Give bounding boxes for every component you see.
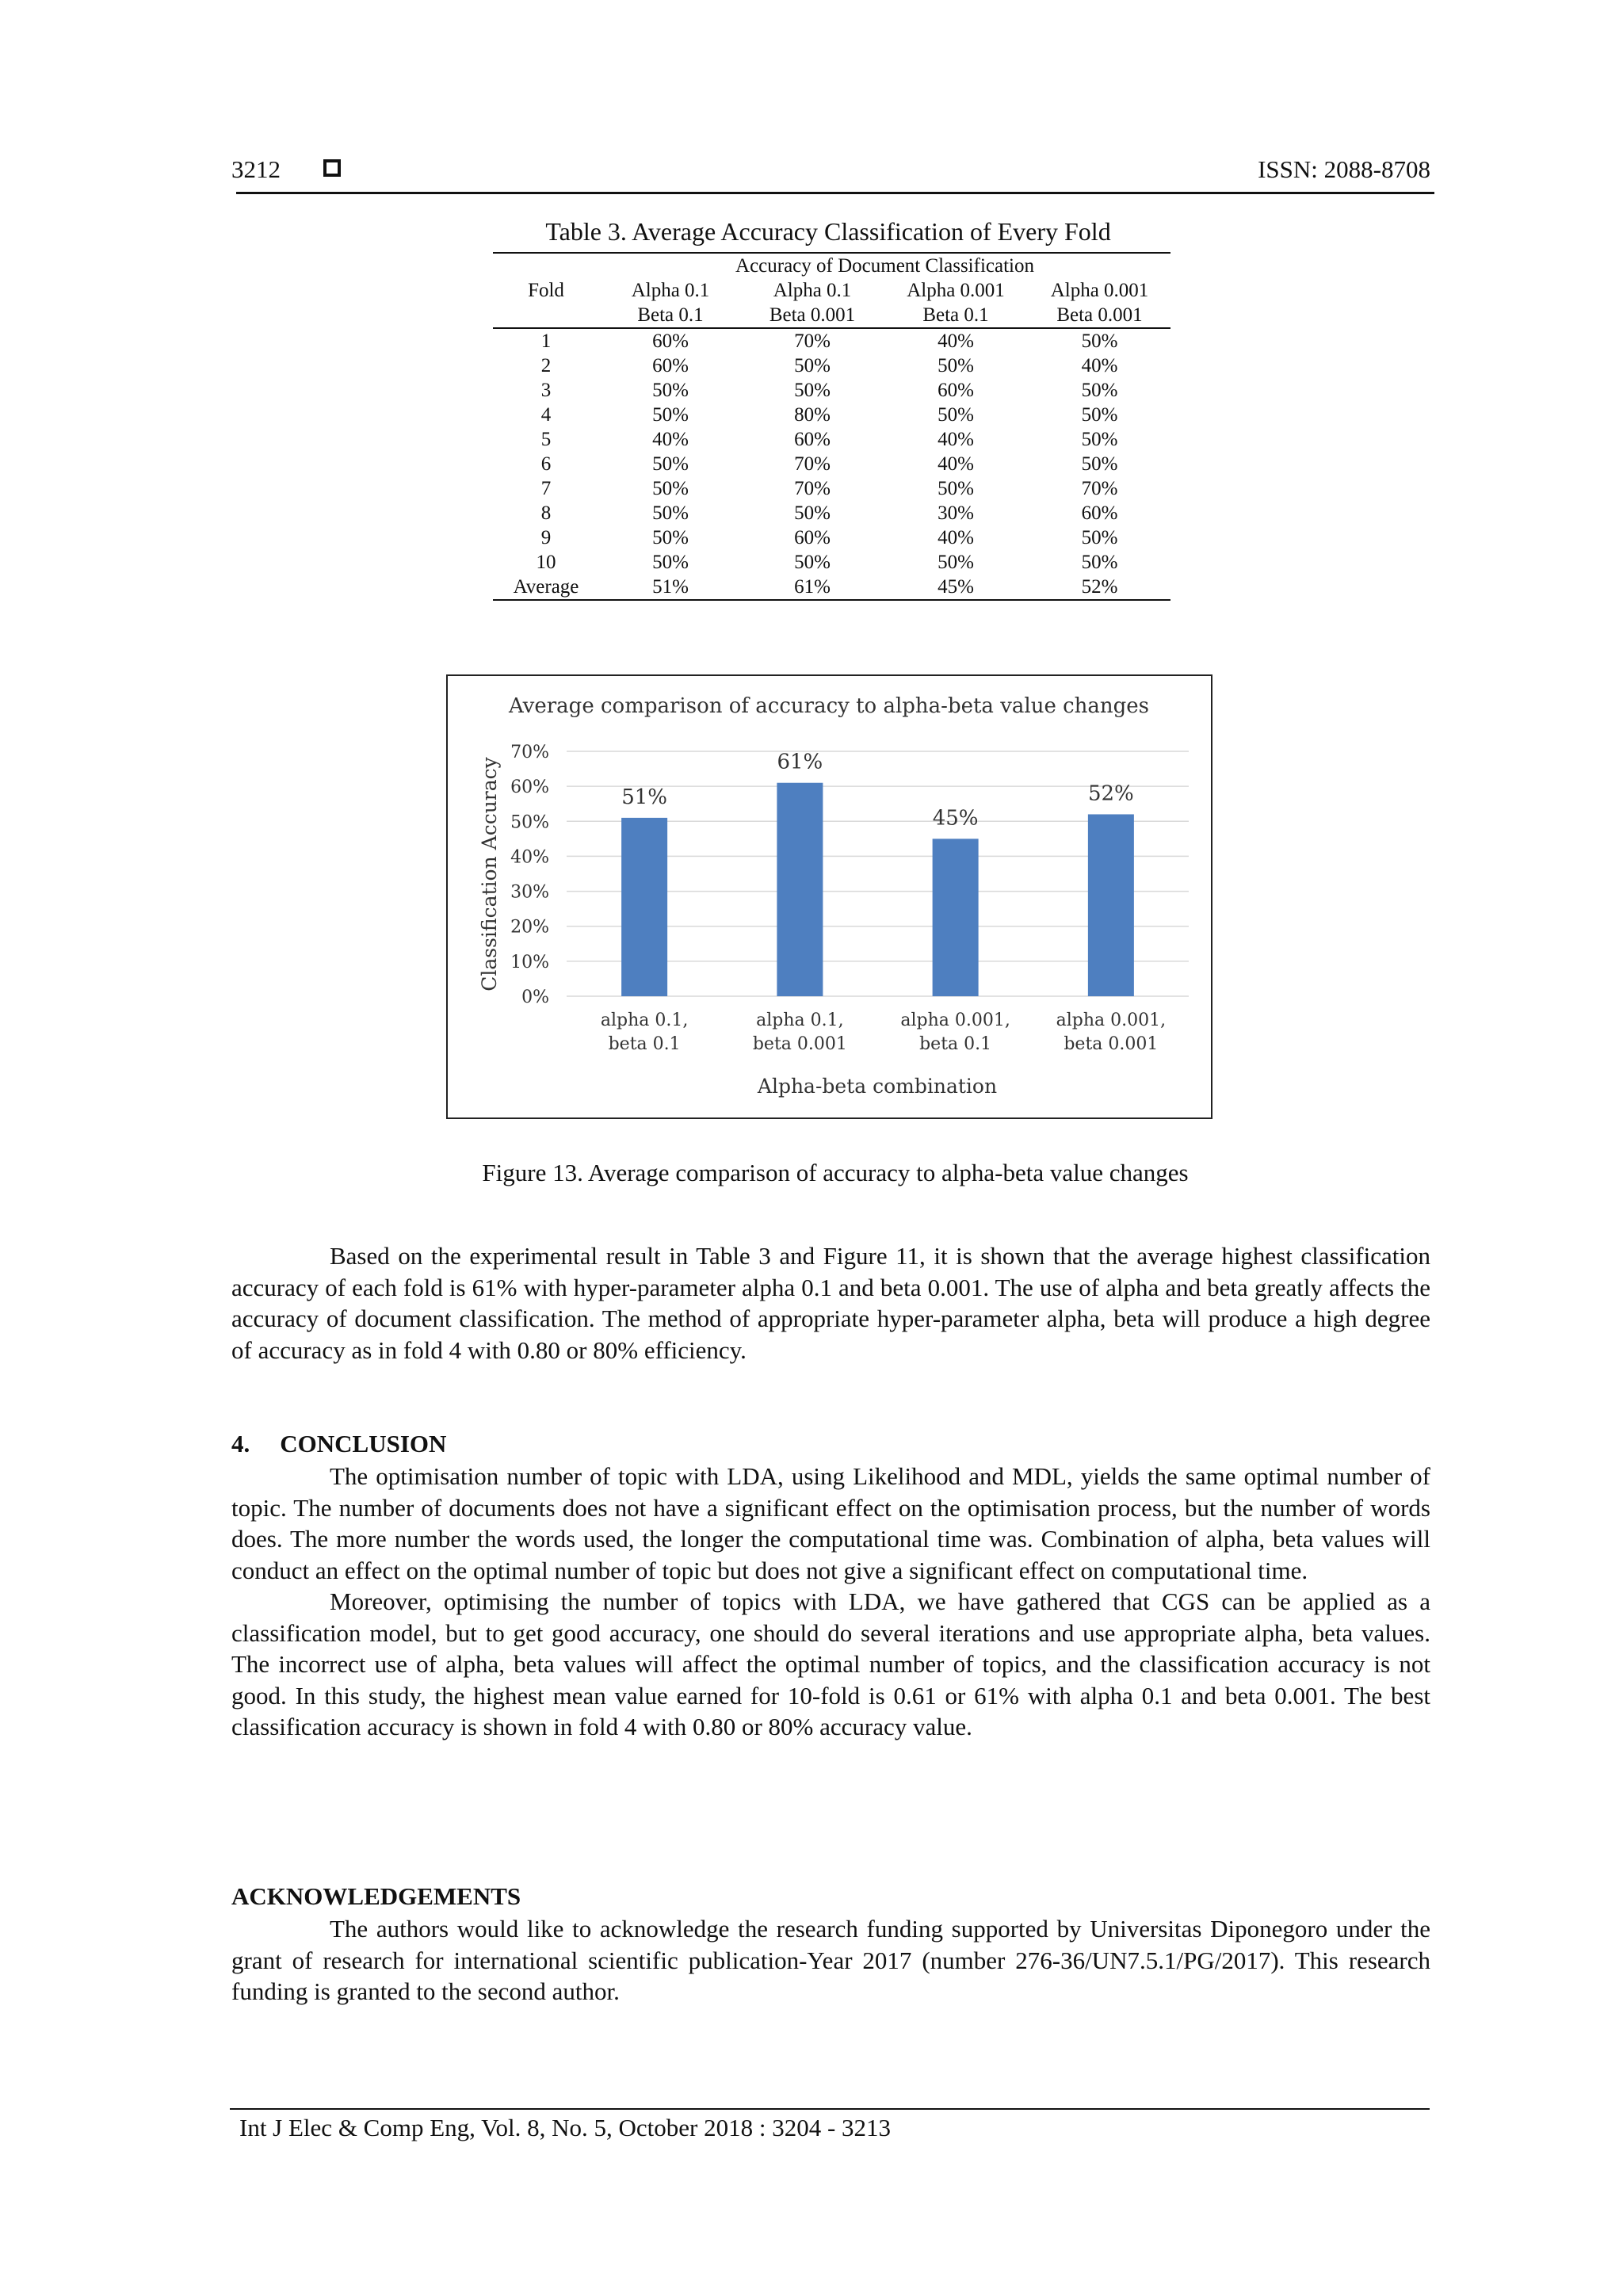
table-row	[493, 353, 1170, 378]
table-row	[493, 525, 1170, 550]
x-tick-label: alpha 0.1,	[600, 1010, 689, 1030]
table-header-beta: Beta 0.001	[742, 303, 883, 328]
conclusion-heading	[231, 1430, 446, 1458]
table-cell-value: 40%	[938, 527, 974, 548]
footer-citation: Int J Elec & Comp Eng, Vol. 8, No. 5, October 2018 : 3204 - 3213	[239, 2114, 892, 2141]
table-cell-fold: 2	[540, 355, 552, 376]
table-cell-value: 70%	[1081, 478, 1118, 499]
section-title: CONCLUSION	[280, 1430, 447, 1457]
table-header-beta: Beta 0.1	[599, 303, 742, 328]
results-paragraph	[231, 1240, 1430, 1366]
x-tick-label: alpha 0.1,	[756, 1010, 844, 1030]
x-tick-label: beta 0.1	[608, 1034, 681, 1054]
table-header-alpha: Alpha 0.001	[907, 280, 1005, 301]
paragraph-text: Based on the experimental result in Table 3 and Figure 11, it is shown that the average highest classification accuracy of each fold is 61% with hyper-parameter alpha 0.1 and beta 0.001. The use of alpha and beta greatly affects the accuracy of document classification. The method of appropriate hyper-parameter alpha, beta will produce a high degree of accuracy as in fold 4 with 0.80 or 80% efficiency.	[231, 1242, 1430, 1364]
table-cell-value: 50%	[652, 527, 689, 548]
y-tick-label: 70%	[510, 743, 549, 762]
table-cell-fold: 3	[540, 380, 552, 401]
table-row	[493, 501, 1170, 525]
table-title: Table 3. Average Accuracy Classification of Every Fold	[545, 217, 1111, 246]
table-row	[493, 427, 1170, 452]
table-cell-value: 50%	[652, 380, 689, 401]
acknowledgements-body	[231, 1913, 1430, 2008]
table-body	[493, 328, 1170, 600]
table-cell-value: 70%	[794, 478, 831, 499]
page-number: 3212	[231, 155, 281, 183]
y-tick-label: 20%	[510, 917, 549, 938]
table-cell-value: 40%	[938, 453, 974, 475]
header-rule	[236, 192, 1434, 194]
table-cell-fold: 7	[540, 478, 552, 499]
table-header-alpha: Alpha 0.001	[1050, 280, 1149, 301]
y-tick-label: 0%	[521, 988, 549, 1007]
figure-caption: Figure 13. Average comparison of accuracy to alpha-beta value changes	[482, 1159, 1189, 1186]
bar	[777, 783, 823, 996]
footer-rule	[230, 2108, 1430, 2110]
table-row	[493, 476, 1170, 501]
bar-chart	[448, 676, 1211, 1117]
paragraph-text: The authors would like to acknowledge the research funding supported by Universitas Diponegoro under the grant of research for international scientific publication-Year 2017 (number 276-36/UN7.5.1/PG/2017). This research funding is granted to the second author.	[231, 1915, 1430, 2005]
table-cell-value: 50%	[652, 404, 689, 426]
table-group-header: Accuracy of Document Classification	[599, 253, 1170, 278]
table-header-beta: Beta 0.001	[1029, 303, 1170, 328]
table-cell-value: 60%	[938, 380, 974, 401]
x-tick-label: beta 0.1	[919, 1034, 992, 1054]
table-cell-value: 40%	[938, 429, 974, 450]
table-cell-value: 60%	[794, 429, 831, 450]
data-label: 51%	[621, 785, 668, 809]
table-cell-value: 50%	[1081, 527, 1118, 548]
table-cell-fold: Average	[493, 575, 599, 600]
table-row	[493, 575, 1170, 600]
paragraph-text: The optimisation number of topic with LDA, using Likelihood and MDL, yields the same optimal number of topic. The number of documents does not have a significant effect on the optimisation process, but the number of words does. The more number the words used, the longer the computational time was. Combination of alpha, beta values will conduct an effect on the optimal number of topic but does not give a significant effect on computational time.	[231, 1462, 1430, 1584]
table-header-alpha: Alpha 0.1	[773, 280, 852, 301]
section-number: 4.	[231, 1430, 250, 1457]
data-label: 61%	[777, 750, 823, 774]
table-cell-value: 50%	[652, 502, 689, 524]
table-cell-value: 50%	[794, 355, 831, 376]
table-cell-value: 50%	[1081, 453, 1118, 475]
table-cell-value: 50%	[938, 404, 974, 426]
table-cell-value: 40%	[1081, 355, 1118, 376]
table-header-empty	[493, 253, 599, 278]
table-cell-value: 50%	[652, 552, 689, 573]
table-header-fold: Fold	[528, 280, 564, 301]
table-cell-fold: 4	[540, 404, 552, 426]
table-cell-value: 52%	[1029, 575, 1170, 600]
table-row	[493, 403, 1170, 427]
table-cell-value: 80%	[794, 404, 831, 426]
table-cell-fold: 10	[536, 552, 556, 573]
x-axis-title: Alpha-beta combination	[757, 1075, 998, 1098]
y-axis-title: Classification Accuracy	[478, 757, 501, 991]
table-row	[493, 452, 1170, 476]
y-tick-label: 40%	[510, 847, 549, 868]
table-cell-value: 50%	[794, 552, 831, 573]
x-tick-label: beta 0.001	[752, 1034, 847, 1054]
table-cell-fold: 1	[540, 330, 552, 352]
table-cell-value: 61%	[742, 575, 883, 600]
table-cell-value: 40%	[652, 429, 689, 450]
table-cell-value: 50%	[1081, 429, 1118, 450]
table-cell-value: 45%	[883, 575, 1029, 600]
y-tick-label: 50%	[510, 812, 549, 833]
x-tick-label: alpha 0.001,	[1056, 1010, 1167, 1030]
y-tick-label: 30%	[510, 882, 549, 903]
table-cell-value: 51%	[599, 575, 742, 600]
bar	[621, 818, 667, 996]
table-header-empty	[493, 303, 599, 328]
table-header-beta: Beta 0.1	[883, 303, 1029, 328]
table-cell-value: 50%	[938, 478, 974, 499]
bar	[933, 839, 979, 996]
table-cell-fold: 8	[540, 502, 552, 524]
table-cell-value: 60%	[1081, 502, 1118, 524]
table-cell-value: 50%	[1081, 380, 1118, 401]
table-cell-value: 50%	[1081, 552, 1118, 573]
table-row	[493, 550, 1170, 575]
table-cell-value: 70%	[794, 330, 831, 352]
square-bullet-icon	[323, 159, 341, 177]
table-cell-value: 50%	[1081, 404, 1118, 426]
paragraph-text: Moreover, optimising the number of topics with LDA, we have gathered that CGS can be applied as a classification model, but to get good accuracy, one should do several iterations and use appropriate alpha, beta values. The incorrect use of alpha, beta values will affect the optimal number of topics, and the classification accuracy is not good. In this study, the highest mean value earned for 10-fold is 0.61 or 61% with alpha 0.1 and beta 0.001. The best classification accuracy is shown in fold 4 with 0.80 or 80% accuracy value.	[231, 1587, 1430, 1740]
table-cell-value: 30%	[938, 502, 974, 524]
table-cell-value: 50%	[794, 380, 831, 401]
x-tick-label: beta 0.001	[1064, 1034, 1159, 1054]
table-header-alpha: Alpha 0.1	[631, 280, 710, 301]
table-cell-value: 60%	[794, 527, 831, 548]
data-label: 45%	[932, 806, 979, 831]
y-tick-label: 10%	[510, 952, 549, 972]
data-label: 52%	[1087, 781, 1134, 806]
accuracy-table	[493, 252, 1170, 601]
table-cell-value: 50%	[1081, 330, 1118, 352]
table-cell-value: 60%	[652, 330, 689, 352]
table-row	[493, 378, 1170, 403]
table-cell-value: 50%	[938, 355, 974, 376]
chart-title: Average comparison of accuracy to alpha-beta value changes	[508, 694, 1150, 718]
table-cell-fold: 5	[540, 429, 552, 450]
table-cell-value: 70%	[794, 453, 831, 475]
y-tick-label: 60%	[510, 777, 549, 798]
table-cell-fold: 6	[540, 453, 552, 475]
acknowledgements-heading: ACKNOWLEDGEMENTS	[231, 1882, 521, 1910]
table-cell-fold: 9	[540, 527, 552, 548]
table-row	[493, 328, 1170, 353]
table-cell-value: 50%	[652, 478, 689, 499]
table-cell-value: 50%	[794, 502, 831, 524]
table-cell-value: 40%	[938, 330, 974, 352]
table-cell-value: 50%	[652, 453, 689, 475]
table-cell-value: 50%	[938, 552, 974, 573]
bar	[1088, 814, 1134, 996]
x-tick-label: alpha 0.001,	[900, 1010, 1010, 1030]
chart-frame	[446, 674, 1212, 1119]
issn: ISSN: 2088-8708	[1258, 155, 1430, 183]
conclusion-body	[231, 1461, 1430, 1743]
table-cell-value: 60%	[652, 355, 689, 376]
